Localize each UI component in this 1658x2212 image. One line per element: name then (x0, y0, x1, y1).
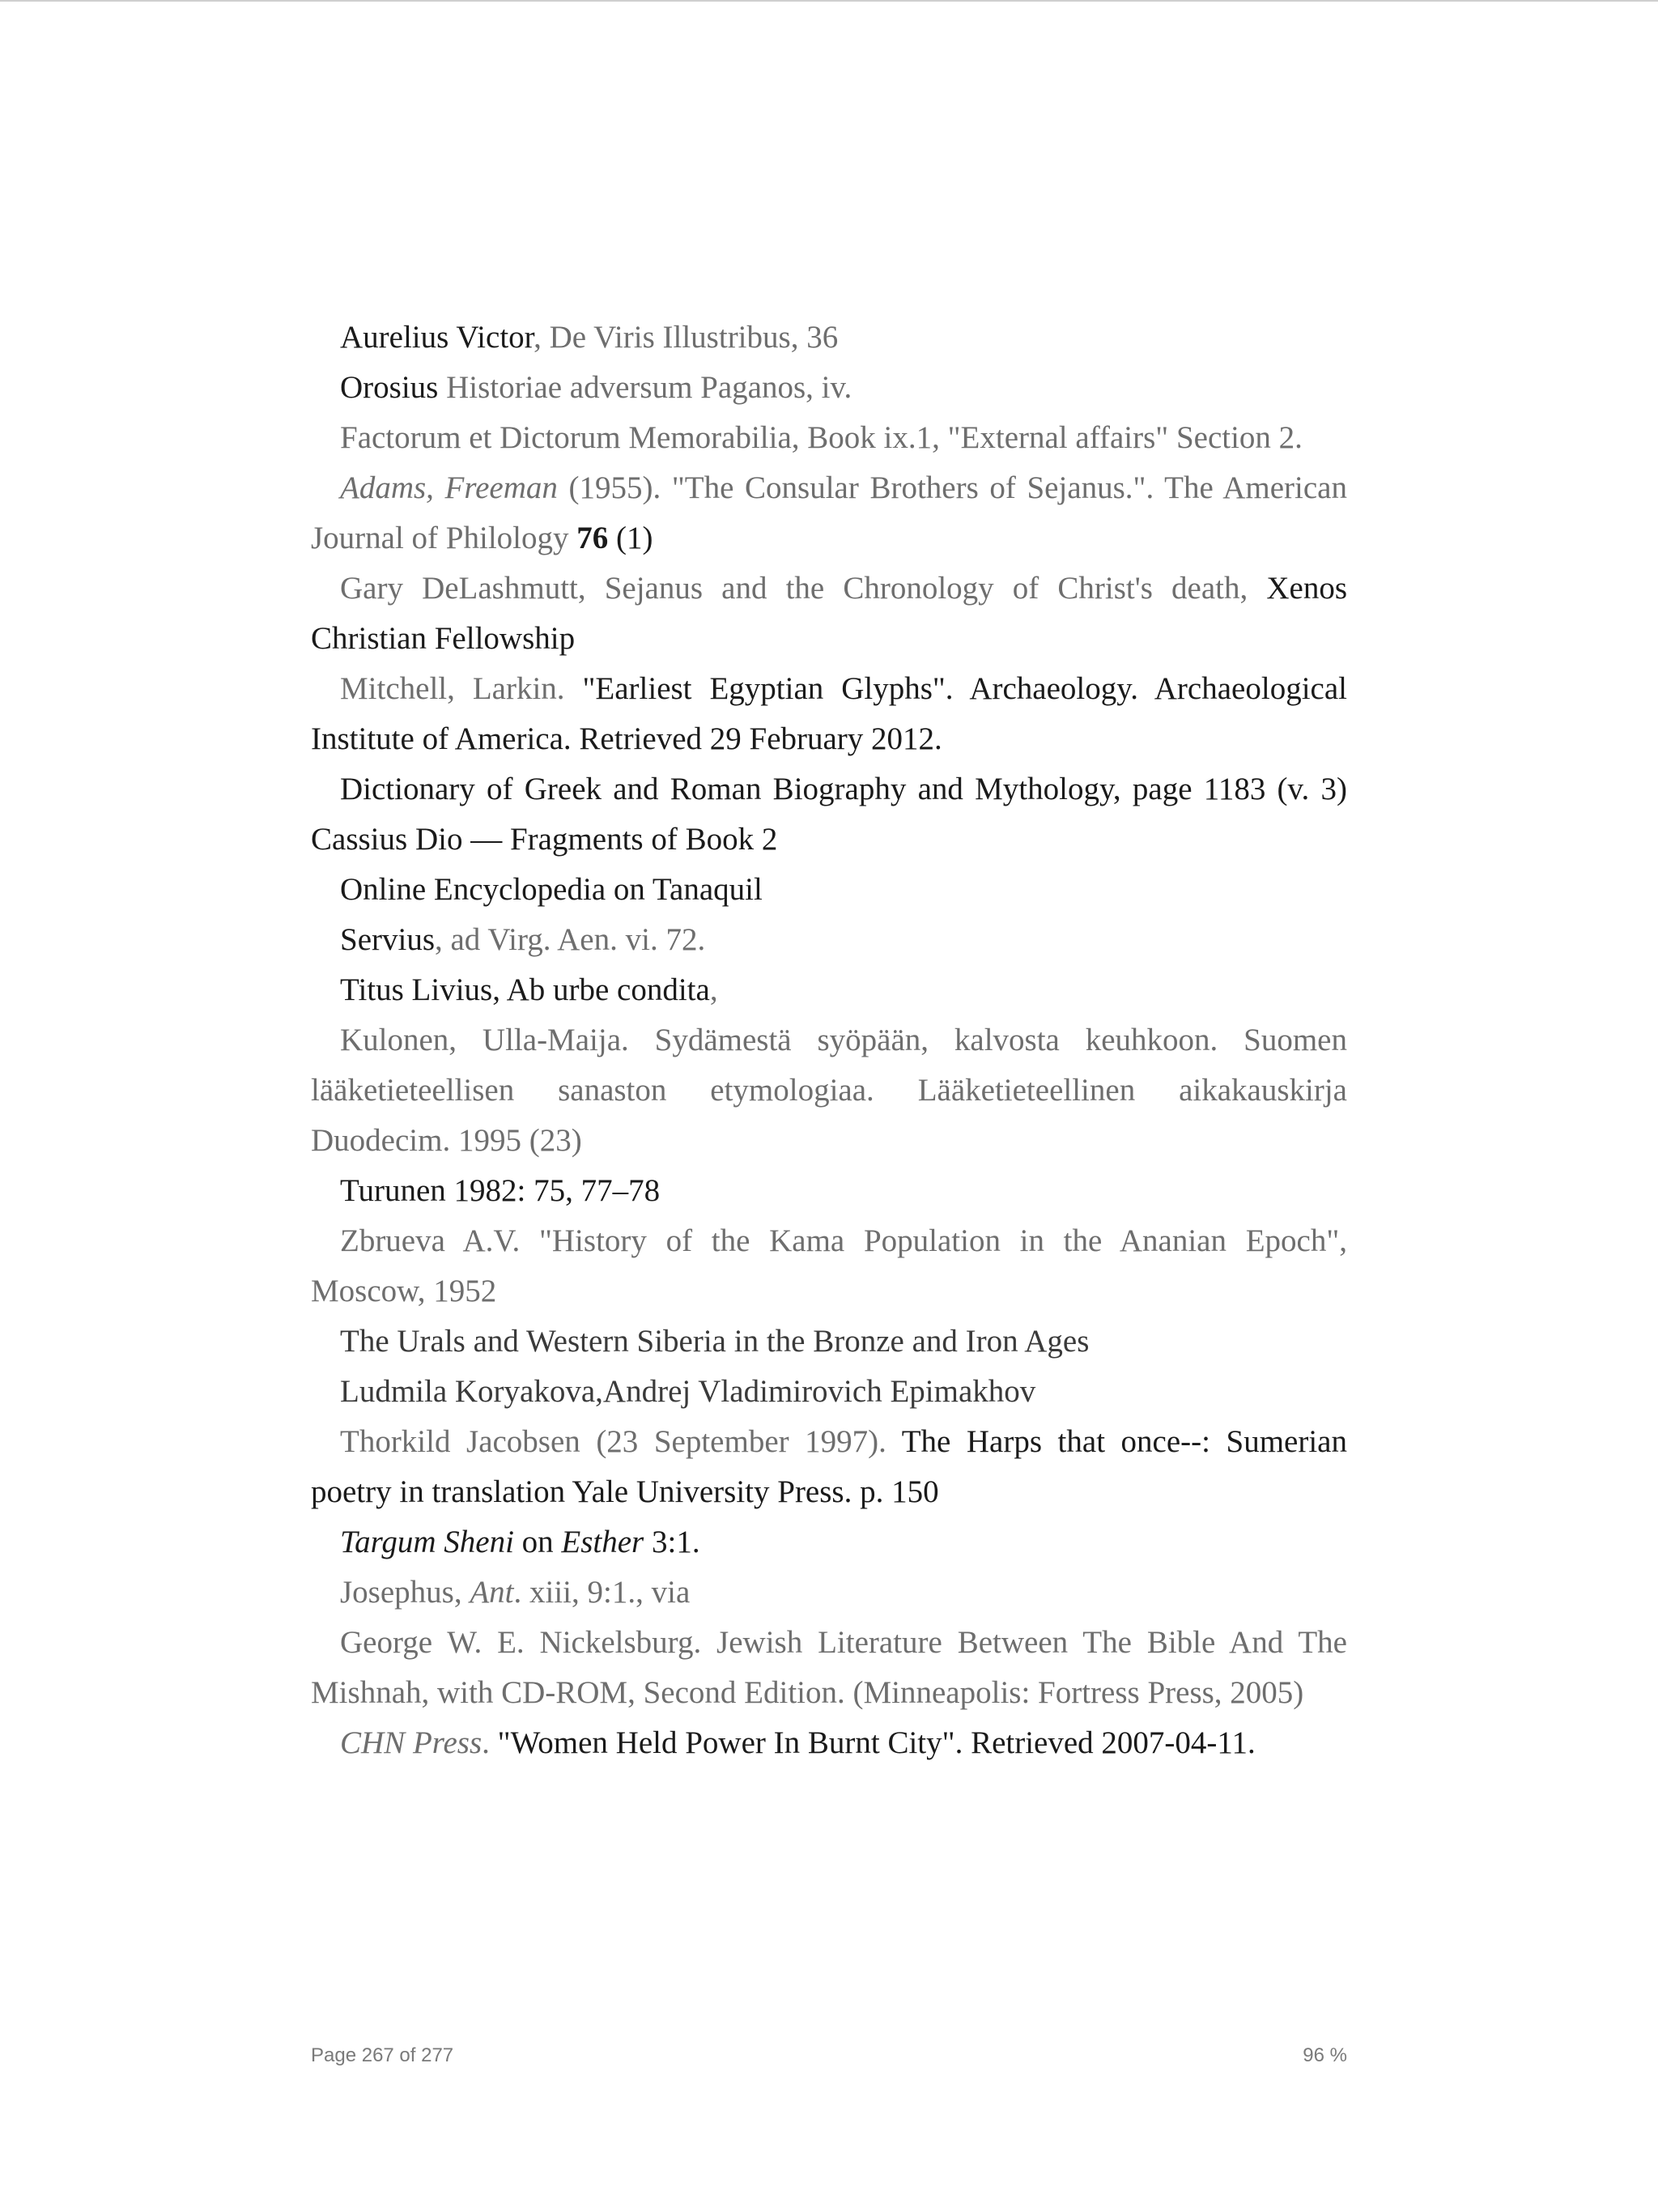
reference-text: . (482, 1725, 498, 1760)
reference-entry (311, 1618, 1347, 1718)
reference-text[interactable]: Aurelius Victor (340, 320, 534, 355)
reference-entry (311, 664, 1347, 764)
reference-text[interactable]: "Earliest Egyptian Glyphs". Archaeology. Archaeological Institute of America. Retrieved 29 February 2012. (311, 671, 1347, 756)
reference-text[interactable]: Servius (340, 922, 435, 957)
reference-entry (311, 413, 1347, 463)
reference-entry (311, 865, 1347, 915)
reference-text[interactable]: Turunen 1982: 75, 77–78 (340, 1173, 661, 1208)
reference-text[interactable]: Ludmila Koryakova,Andrej Vladimirovich Epimakhov (340, 1374, 1036, 1409)
reference-entry (311, 915, 1347, 965)
reference-entry (311, 1166, 1347, 1216)
reference-entry (311, 764, 1347, 865)
reference-text: Gary DeLashmutt, Sejanus and the Chronology of Christ's death, (340, 571, 1267, 606)
reference-entry (311, 463, 1347, 564)
reference-entry (311, 564, 1347, 664)
reference-text: Factorum et Dictorum Memorabilia, Book ix.1, "External affairs" Section 2. (340, 420, 1303, 455)
reference-text[interactable]: on (513, 1525, 562, 1559)
reference-text: Thorkild Jacobsen (23 September 1997). (340, 1424, 902, 1459)
reference-text[interactable]: 3:1. (644, 1525, 700, 1559)
reference-entry (311, 1718, 1347, 1768)
reference-entry (311, 1367, 1347, 1417)
reference-entry (311, 1517, 1347, 1568)
reference-text[interactable]: Targum Sheni (340, 1525, 514, 1559)
reference-text: , (709, 972, 718, 1007)
reference-entry (311, 313, 1347, 363)
reader-page-content[interactable] (311, 313, 1347, 1768)
reference-text: 76 (576, 521, 609, 555)
reference-text[interactable]: Titus Livius, Ab urbe condita (340, 972, 710, 1007)
reference-entry (311, 1568, 1347, 1618)
reference-entry (311, 1417, 1347, 1517)
reference-text: , ad Virg. Aen. vi. 72. (435, 922, 706, 957)
reference-text[interactable]: "Women Held Power In Burnt City". Retrieved 2007-04-11. (497, 1725, 1256, 1760)
reference-text[interactable]: The Urals and Western Siberia in the Bronze and Iron Ages (340, 1324, 1090, 1359)
reference-text: Zbrueva A.V. "History of the Kama Population in the Ananian Epoch", Moscow, 1952 (311, 1223, 1347, 1308)
reference-entry (311, 965, 1347, 1015)
reference-text[interactable]: Orosius (340, 370, 439, 405)
reading-progress: 96 % (1303, 2044, 1347, 2066)
reference-text: Historiae adversum Paganos, iv. (438, 370, 852, 405)
reference-text: George W. E. Nickelsburg. Jewish Literature Between The Bible And The Mishnah, with CD-ROM, Second Edition. (Minneapolis: Fortress Press, 2005) (311, 1625, 1347, 1710)
reference-text: Kulonen, Ulla-Maija. Sydämestä syöpään, kalvosta keuhkoon. Suomen lääketieteellisen sanaston etymologiaa. Lääketieteellinen aikakauskirja Duodecim. 1995 (23) (311, 1023, 1347, 1158)
reference-text: Mitchell, Larkin. (340, 671, 583, 706)
reference-text: CHN Press (340, 1725, 483, 1760)
top-divider (0, 0, 1658, 2)
reference-text[interactable]: Online Encyclopedia on Tanaquil (340, 872, 763, 907)
reference-text[interactable]: Esther (561, 1525, 644, 1559)
reference-text: Ant (470, 1575, 514, 1610)
reference-text[interactable]: Dictionary of Greek and Roman Biography and Mythology, page 1183 (v. 3) Cassius Dio — Fragments of Book 2 (311, 772, 1347, 857)
reference-entry (311, 1317, 1347, 1367)
reference-text: Adams, Freeman (340, 470, 558, 505)
reference-text: (1955). "The Consular Brothers of Sejanus.". The American Journal of Philology (311, 470, 1347, 555)
page-indicator: Page 267 of 277 (311, 2044, 454, 2066)
reference-entry (311, 1216, 1347, 1317)
reference-text[interactable]: (1) (608, 521, 653, 555)
reference-text: , De Viris Illustribus, 36 (534, 320, 839, 355)
reference-entry (311, 1015, 1347, 1166)
reference-text: . xiii, 9:1., via (513, 1575, 691, 1610)
reference-text[interactable]: Xenos Christian Fellowship (311, 571, 1347, 656)
reference-text: Josephus, (340, 1575, 470, 1610)
reference-text[interactable]: The Harps that once--: Sumerian poetry in translation Yale University Press. p. 150 (311, 1424, 1347, 1509)
reference-entry (311, 363, 1347, 413)
